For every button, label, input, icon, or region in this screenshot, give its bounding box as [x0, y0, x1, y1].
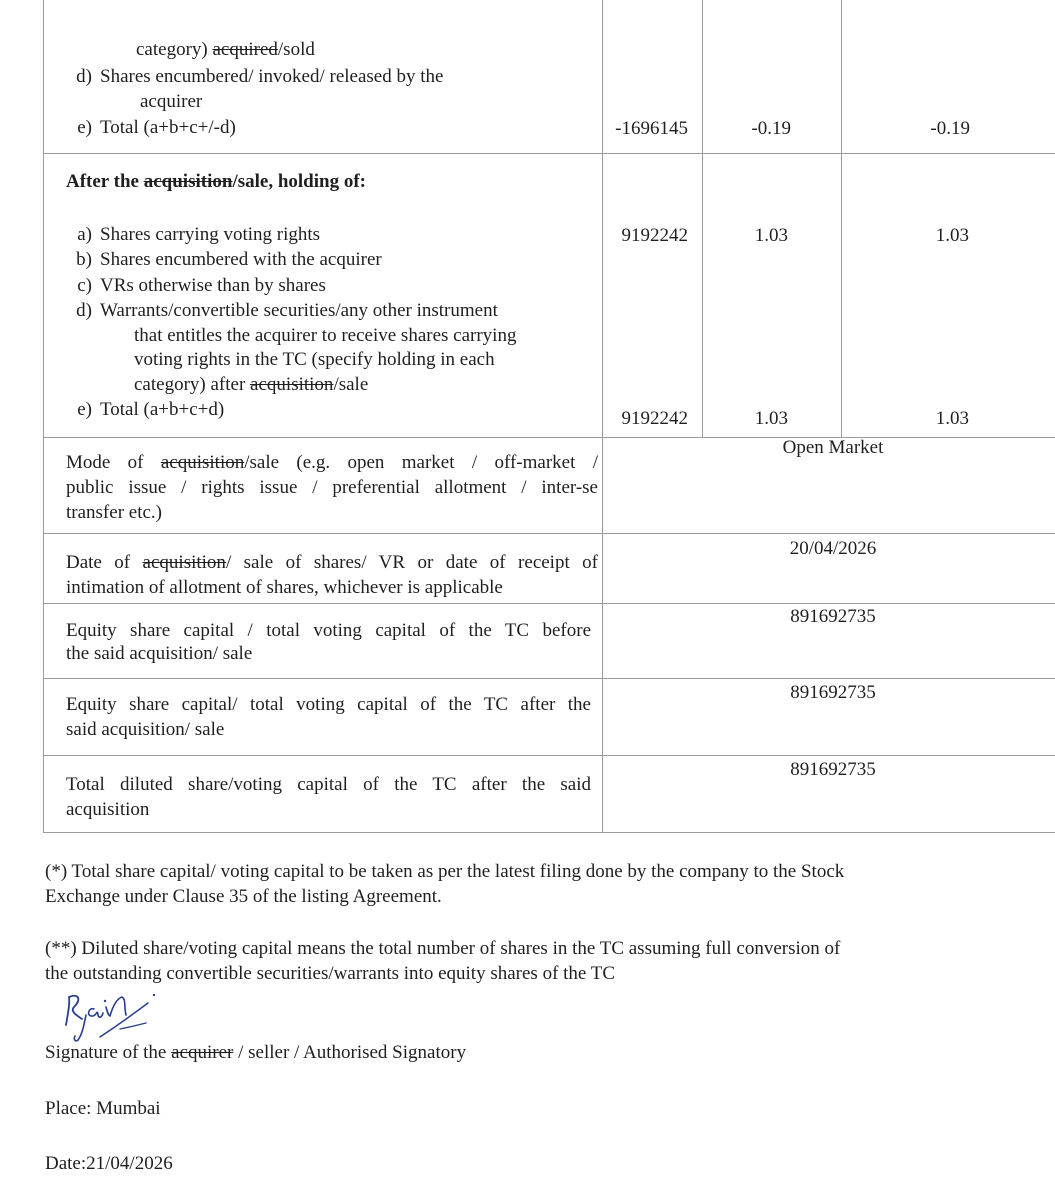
after-section-heading: After the acquisition/sale, holding of: [66, 171, 366, 192]
footnote-2-line1: (**) Diluted share/voting capital means the total number of shares in the TC assuming full conversion of [45, 938, 841, 959]
before-item-e: e) Total (a+b+c+/-d) [77, 117, 236, 138]
place: Place: Mumbai [45, 1098, 161, 1119]
grid-row-line [43, 832, 1055, 833]
after-item-a: a) Shares carrying voting rights [77, 224, 321, 245]
capital-after-value: 891692735 [790, 682, 876, 703]
before-e-pct-total: -0.19 [751, 118, 791, 139]
after-item-d-line2: that entitles the acquirer to receive shares carrying [134, 325, 517, 346]
capital-after-line2: said acquisition/ sale [66, 719, 225, 740]
before-c-tail: category) acquired/sold [136, 39, 315, 60]
after-a-pct-total: 1.03 [754, 225, 788, 246]
date-label-line1: Date of acquisition/ sale of shares/ VR or date of receipt of [66, 552, 598, 573]
mode-label-line2: public issue / rights issue / preferential allotment / inter-se [66, 477, 598, 498]
after-item-d-line4: category) after acquisition/sale [134, 374, 369, 395]
diluted-line1: Total diluted share/voting capital of the TC after the said [66, 774, 591, 795]
after-item-d: d) Warrants/convertible securities/any other instrument [76, 300, 498, 321]
footnote-1-line1: (*) Total share capital/ voting capital to be taken as per the latest filing done by the company to the Stock [45, 861, 845, 882]
footnote-2-line2: the outstanding convertible securities/warrants into equity shares of the TC [45, 963, 616, 984]
before-item-d: d) Shares encumbered/ invoked/ released by the [76, 66, 444, 87]
grid-row-line [43, 533, 1055, 534]
signature-label: Signature of the acquirer / seller / Authorised Signatory [45, 1042, 467, 1063]
before-e-shares: -1696145 [615, 118, 688, 139]
after-item-e: e) Total (a+b+c+d) [77, 399, 225, 420]
after-e-pct-diluted: 1.03 [935, 408, 969, 429]
mode-label-line3: transfer etc.) [66, 502, 162, 523]
before-e-pct-diluted: -0.19 [930, 118, 970, 139]
grid-row-line [43, 755, 1055, 756]
diluted-line2: acquisition [66, 799, 150, 820]
capital-before-line2: the said acquisition/ sale [66, 643, 253, 664]
mode-value: Open Market [782, 437, 884, 458]
after-a-shares: 9192242 [621, 225, 688, 246]
grid-row-line [43, 678, 1055, 679]
handwritten-signature [60, 985, 170, 1045]
after-item-c: c) VRs otherwise than by shares [77, 275, 326, 296]
grid-row-line [43, 153, 1055, 154]
after-e-shares: 9192242 [621, 408, 688, 429]
grid-col3-right [841, 0, 842, 437]
after-item-b: b) Shares encumbered with the acquirer [76, 249, 382, 270]
after-e-pct-total: 1.03 [754, 408, 788, 429]
grid-col1-right [602, 0, 603, 832]
after-a-pct-diluted: 1.03 [935, 225, 969, 246]
mode-label-line1: Mode of acquisition/sale (e.g. open market / off-market / [66, 452, 598, 473]
before-item-d-line2: acquirer [140, 91, 203, 112]
grid-col2-right [702, 0, 703, 437]
capital-after-line1: Equity share capital/ total voting capital of the TC after the [66, 694, 591, 715]
after-item-d-line3: voting rights in the TC (specify holding in each [134, 349, 495, 370]
date-label-line2: intimation of allotment of shares, whichever is applicable [66, 577, 503, 598]
capital-before-line1: Equity share capital / total voting capital of the TC before [66, 620, 591, 641]
grid-col1-left [43, 0, 44, 832]
signature-date: Date:21/04/2026 [45, 1153, 173, 1174]
capital-before-value: 891692735 [790, 606, 876, 627]
diluted-value: 891692735 [790, 759, 876, 780]
date-value: 20/04/2026 [789, 538, 877, 559]
footnote-1-line2: Exchange under Clause 35 of the listing Agreement. [45, 886, 442, 907]
